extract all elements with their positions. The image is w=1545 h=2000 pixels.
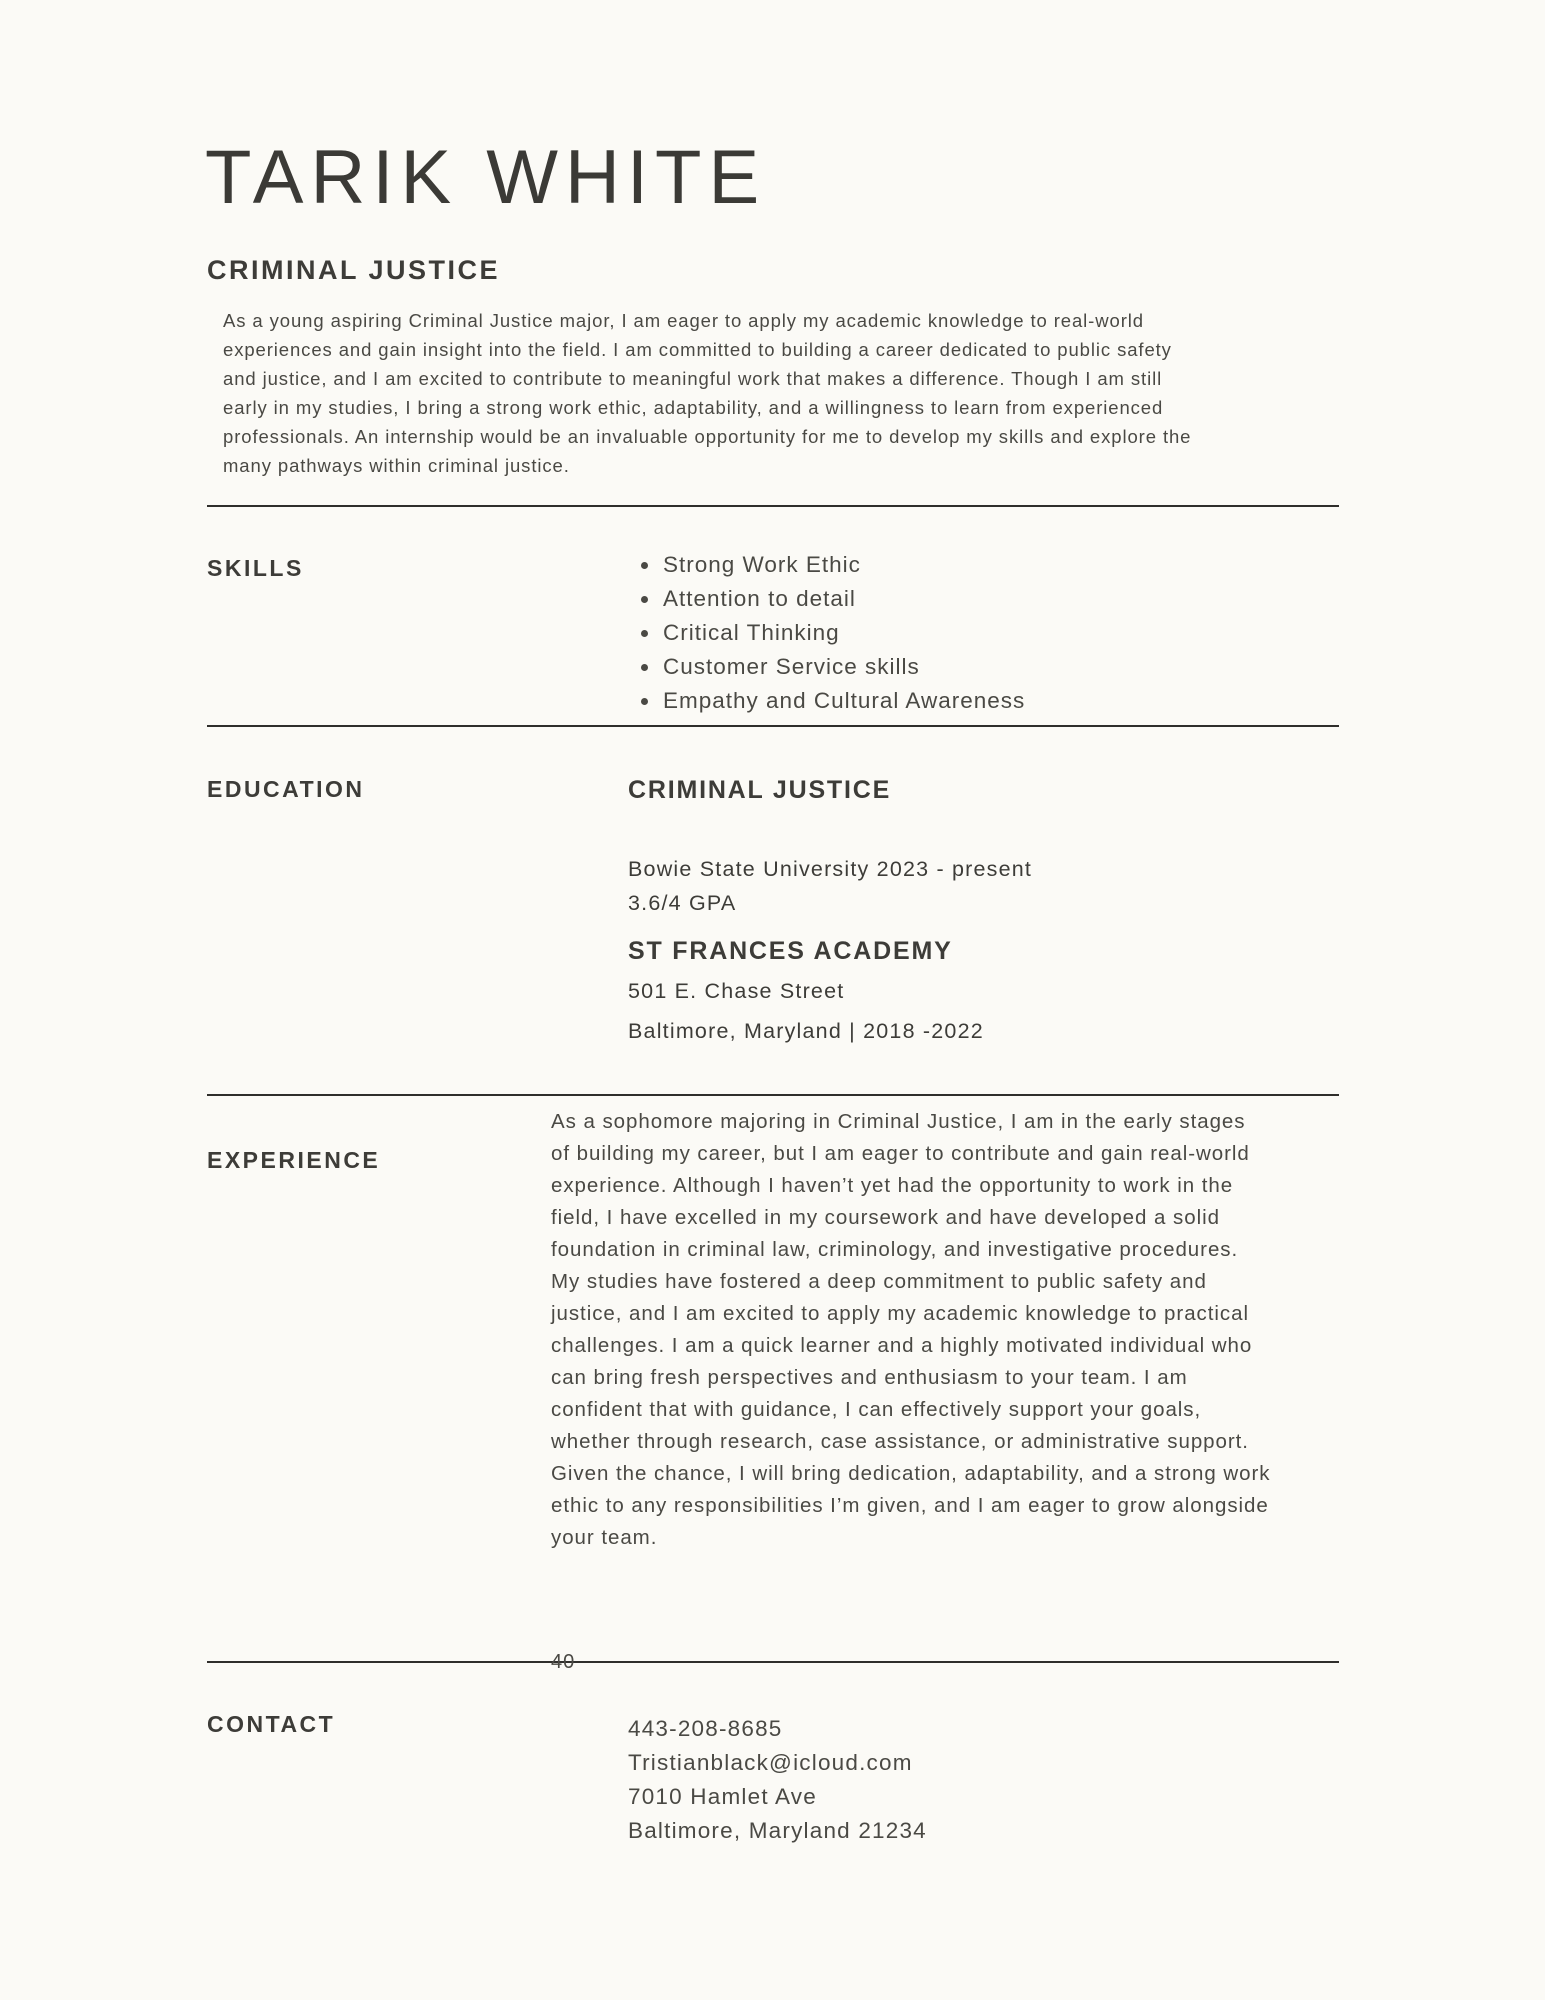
professional-title: CRIMINAL JUSTICE	[207, 255, 501, 285]
stray-text: 40	[551, 1651, 576, 1673]
city-state-zip: Baltimore, Maryland 21234	[628, 1818, 927, 1843]
candidate-name: TARIK WHITE	[205, 135, 767, 220]
profile-summary: As a young aspiring Criminal Justice major, I am eager to apply my academic knowledge to real-world experiences and gain insight into the field. I am committed to building a career dedicated to public safety and justice, and I am excited to contribute to meaningful work that makes a difference. Though I am still early in my studies, I bring a strong work ethic, adaptability, and a willingness to learn from experienced professionals. An internship would be an invaluable opportunity for me to develop my skills and explore the many pathways within criminal justice.	[223, 310, 1192, 476]
section-divider	[207, 505, 1339, 507]
skills-list	[631, 548, 1025, 718]
skill-item: • Empathy and Cultural Awareness	[661, 684, 1025, 718]
degree-title: CRIMINAL JUSTICE	[628, 776, 892, 804]
skills-heading: SKILLS	[207, 555, 304, 581]
school-name: ST FRANCES ACADEMY	[628, 937, 953, 965]
school-location-dates: Baltimore, Maryland | 2018 -2022	[628, 1019, 984, 1043]
skill-item: • Attention to detail	[661, 582, 1025, 616]
skill-item: • Critical Thinking	[661, 616, 1025, 650]
education-heading: EDUCATION	[207, 776, 365, 802]
skill-item: • Customer Service skills	[661, 650, 1025, 684]
email-address: Tristianblack@icloud.com	[628, 1750, 913, 1775]
contact-details	[628, 1712, 927, 1848]
skill-item: • Strong Work Ethic	[661, 548, 1025, 582]
experience-description: As a sophomore majoring in Criminal Justice, I am in the early stages of building my career, but I am eager to contribute and gain real-world experience. Although I haven’t yet had the opportunity to work in the field, I have excelled in my coursework and have developed a solid foundation in criminal law, criminology, and investigative procedures. My studies have fostered a deep commitment to public safety and justice, and I am excited to apply my academic knowledge to practical challenges. I am a quick learner and a highly motivated individual who can bring fresh perspectives and enthusiasm to your team. I am confident that with guidance, I can effectively support your goals, whether through research, case assistance, or administrative support. Given the chance, I will bring dedication, adaptability, and a strong work ethic to any responsibilities I’m given, and I am eager to grow alongside your team.	[551, 1110, 1271, 1549]
section-divider	[207, 1661, 1339, 1663]
school-address: 501 E. Chase Street	[628, 979, 845, 1003]
contact-heading: CONTACT	[207, 1711, 336, 1737]
section-divider	[207, 1094, 1339, 1096]
phone-number: 443-208-8685	[628, 1716, 783, 1741]
experience-heading: EXPERIENCE	[207, 1147, 381, 1173]
university-line: Bowie State University 2023 - present	[628, 857, 1033, 881]
section-divider	[207, 725, 1339, 727]
street-address: 7010 Hamlet Ave	[628, 1784, 817, 1809]
gpa-line: 3.6/4 GPA	[628, 891, 737, 915]
